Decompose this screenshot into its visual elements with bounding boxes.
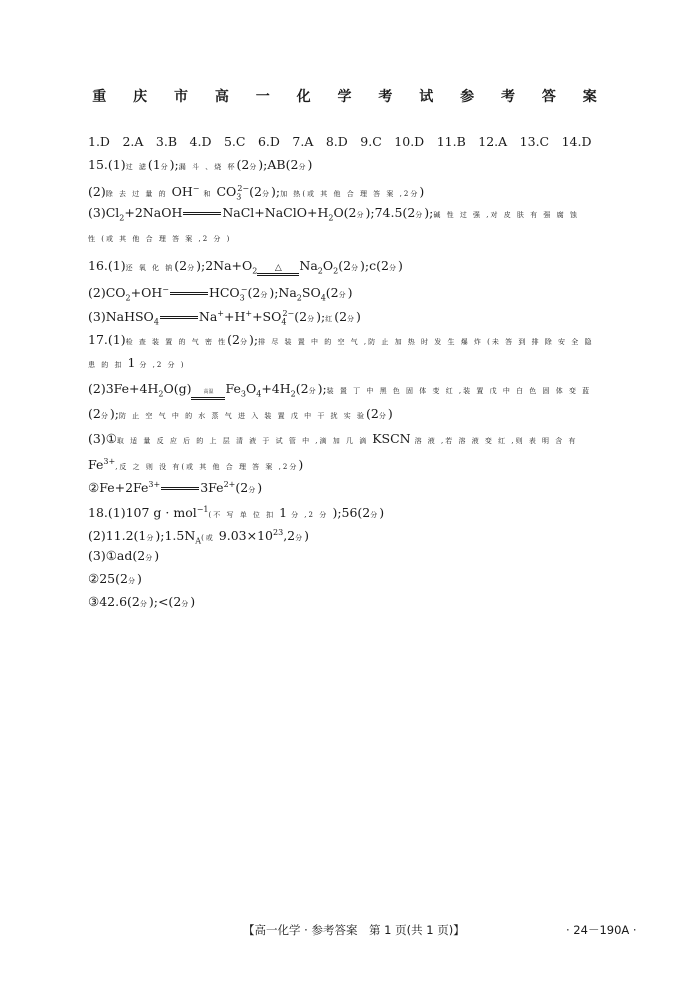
q15-line2: (2)除 去 过 量 的 OH− 和 $CO_3^{2-}(2$分);加 热(或 其 他 合 理 答 案 ,2分) <box>88 184 425 202</box>
q18-line1: 18.(1)107 g · mol$^{-1}$(不 写 单 位 扣 1 分 ,2 分 );56(2分) <box>88 505 385 521</box>
q15-line1: 15.(1)过 滤(1分);漏 斗 、烧 杯(2分);AB(2分) <box>88 157 313 172</box>
q18-line2: (2)11.2(1分)$;1.5N_A$(或 $9.03\times 10^{23},2$分) <box>88 528 310 546</box>
q17-line5: (3)①取 适 量 反 应 后 的 上 层 清 液 于 试 管 中 ,滴 加 几 滴 KSCN 溶 液 ,若 溶 液 变 红 ,则 表 明 含 有 <box>88 431 578 446</box>
q17-line3: $(2)3Fe+4H_2O(g)$ 高温 $Fe_3O_4+4H_2(2$分);装 置 丁 中 黑 色 固 体 变 红 ,装 置 戊 中 白 色 固 体 变 蓝 <box>88 381 592 399</box>
footer-page-info: 【高一化学 · 参考答案 第 1 页(共 1 页)】 <box>243 923 465 937</box>
q18-line4: ②25(2分) <box>88 571 142 586</box>
q16-line1: 16.(1)还 氧 化 钠(2分)$;2Na+O_2$ △ $Na_2O_2(2$分);c(2分) <box>88 258 403 276</box>
high-temp-arrow: 高温 <box>191 388 225 400</box>
heat-arrow: △ <box>257 264 299 276</box>
q17-line7: $②Fe+2Fe^{3+}$ $3Fe^{2+}(2$分) <box>88 480 263 496</box>
q15-line3: $(3)Cl_2+2NaOH$ $NaCl+NaClO+H_2O(2$分);74.5(2分);碱 性 过 强 ,对 皮 肤 有 强 腐 蚀 <box>88 205 579 223</box>
page-title: 重 庆 市 高 一 化 学 考 试 参 考 答 案 <box>92 89 608 105</box>
q16-line3: (3)NaHSO$_4$ $Na^++H^++SO_4^{2-}(2$分);红(2分) <box>88 309 361 327</box>
multiple-choice-answers: 1.D 2.A 3.B 4.D 5.C 6.D 7.A 8.D 9.C 10.D 11.B 12.A 13.C 14.D <box>88 134 592 149</box>
q17-line2: 患 的 扣 1 分 ,2 分 ) <box>88 355 186 370</box>
q17-line4: (2分);防 止 空 气 中 的 水 蒸 气 进 入 装 置 戊 中 干 扰 实 验(2分) <box>88 406 393 421</box>
q15-line4: 性 (或 其 他 合 理 答 案 ,2 分 ) <box>88 235 232 243</box>
q17-line6: $Fe^{3+}$,反 之 则 没 有(或 其 他 合 理 答 案 ,2分) <box>88 457 304 473</box>
footer-code: · 24－190A · <box>566 923 637 937</box>
q18-line5: ③42.6(2分);<(2分) <box>88 594 196 609</box>
q18-line3: (3)①ad(2分) <box>88 548 160 563</box>
q17-line1: 17.(1)检 查 装 置 的 气 密 性(2分);排 尽 装 置 中 的 空 气 ,防 止 加 热 时 发 生 爆 炸 (未 答 到 排 除 安 全 隐 <box>88 332 594 347</box>
q16-line2: $(2)CO_2+OH^-$ $HCO_3^-(2$分)$;Na_2SO_4(2$分) <box>88 285 353 303</box>
